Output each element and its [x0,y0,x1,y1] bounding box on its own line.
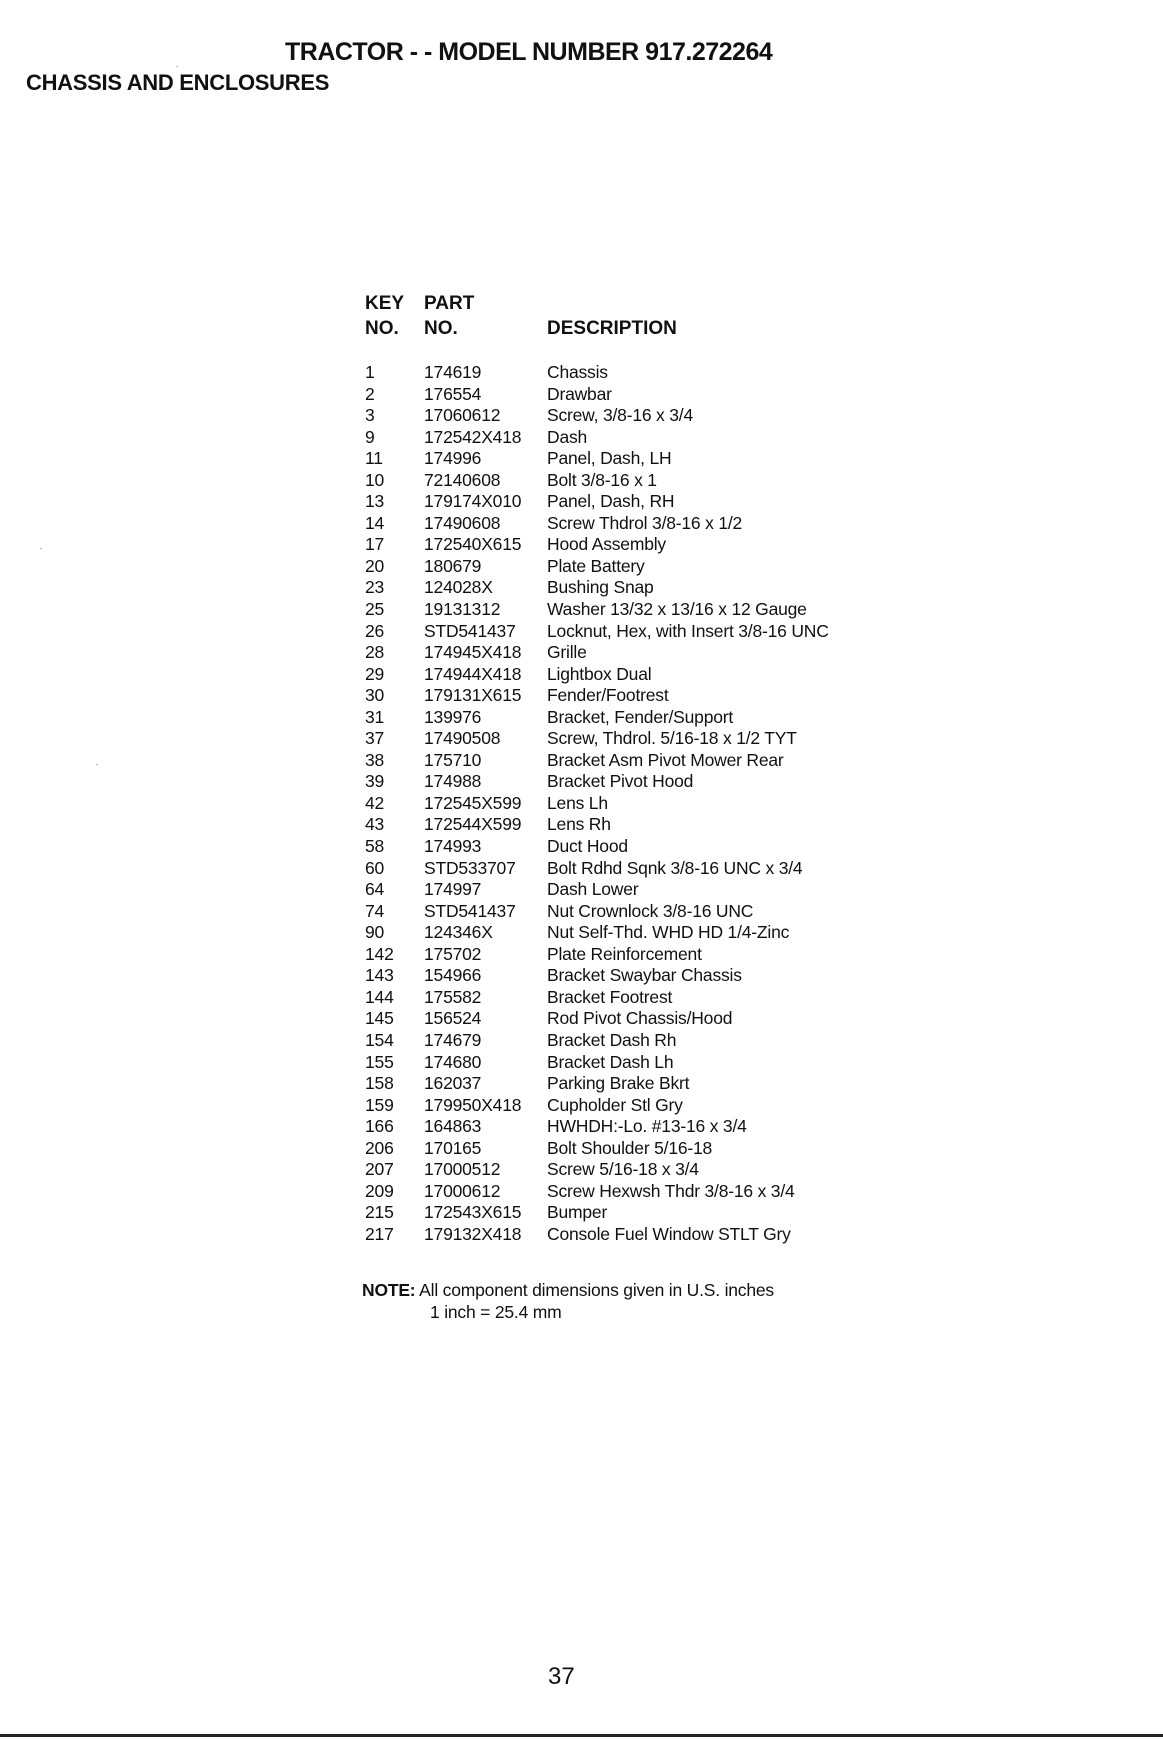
part-number-cell: 174945X418 [424,642,522,663]
description-cell: Cupholder Stl Gry [547,1094,683,1115]
description-cell: Grille [547,642,587,663]
description-cell: Panel, Dash, LH [547,448,672,469]
part-number-cell: 172545X599 [424,792,522,813]
table-row [365,448,925,470]
key-cell: 42 [365,792,385,813]
table-row [365,750,925,772]
table-row [365,1116,925,1138]
table-row [365,405,925,427]
bottom-rule [0,1734,1163,1737]
description-cell: Bolt Shoulder 5/16-18 [547,1137,713,1158]
section-title: CHASSIS AND ENCLOSURES [26,70,330,95]
part-number-cell: 154966 [424,965,482,986]
key-header-line1: KEY [365,293,405,314]
key-cell: 144 [365,986,394,1007]
note-conversion: 1 inch = 25.4 mm [430,1302,562,1322]
description-cell: Hood Assembly [547,534,666,555]
description-cell: Lens Rh [547,814,611,835]
table-row [365,534,925,556]
key-cell: 23 [365,577,385,598]
key-cell: 17 [365,534,385,555]
table-row [365,922,925,944]
part-number-cell: 174679 [424,1029,482,1050]
scan-speck [96,764,98,765]
table-row [365,1073,925,1095]
note-text: All component dimensions given in U.S. inches [419,1280,774,1300]
description-cell: Bumper [547,1202,608,1223]
table-row [365,707,925,729]
description-cell: Screw 5/16-18 x 3/4 [547,1159,699,1180]
description-cell: Screw Thdrol 3/8-16 x 1/2 [547,512,743,533]
key-cell: 20 [365,555,385,576]
table-row [365,771,925,793]
key-cell: 207 [365,1159,394,1180]
part-header-line2: NO. [424,318,458,339]
key-cell: 155 [365,1051,394,1072]
part-number-cell: 174680 [424,1051,482,1072]
part-number-cell: 156524 [424,1008,482,1029]
key-cell: 25 [365,599,385,620]
description-cell: Bushing Snap [547,577,654,598]
key-cell: 10 [365,469,385,490]
parts-table-header [365,293,925,343]
note [362,1280,774,1322]
key-cell: 166 [365,1116,394,1137]
part-number-cell: 175582 [424,986,482,1007]
part-number-cell: 179174X010 [424,491,522,512]
key-cell: 11 [365,448,383,469]
page-title: TRACTOR - - MODEL NUMBER 917.272264 [285,38,773,66]
description-cell: Plate Reinforcement [547,943,702,964]
key-cell: 28 [365,642,385,663]
table-row [365,1052,925,1074]
description-cell: Rod Pivot Chassis/Hood [547,1008,733,1029]
key-cell: 90 [365,922,385,943]
part-number-cell: 179131X615 [424,685,522,706]
description-cell: Chassis [547,362,608,382]
description-cell: Bracket Swaybar Chassis [547,965,742,986]
table-row [365,728,925,750]
part-number-cell: 174993 [424,836,482,857]
key-cell: 39 [365,771,385,792]
key-cell: 58 [365,836,385,857]
part-number-cell: STD541437 [424,900,516,921]
key-cell: 9 [365,426,375,447]
table-row [365,858,925,880]
part-number-cell: 174619 [424,362,482,382]
key-cell: 206 [365,1137,394,1158]
part-number-cell: 172543X615 [424,1202,522,1223]
description-cell: Bracket Pivot Hood [547,771,694,792]
table-row [365,1008,925,1030]
description-cell: Locknut, Hex, with Insert 3/8-16 UNC [547,620,829,641]
description-cell: Nut Self-Thd. WHD HD 1/4-Zinc [547,922,790,943]
part-number-cell: 124346X [424,922,493,943]
part-number-cell: 174988 [424,771,482,792]
table-row [365,1030,925,1052]
key-cell: 143 [365,965,394,986]
table-row [365,814,925,836]
part-number-cell: 176554 [424,383,482,404]
parts-table-body [365,362,925,1245]
table-row [365,513,925,535]
key-cell: 26 [365,620,385,641]
description-cell: Screw, Thdrol. 5/16-18 x 1/2 TYT [547,728,797,749]
part-header-line1: PART [424,293,475,314]
table-row [365,879,925,901]
key-cell: 145 [365,1008,394,1029]
table-row [365,1095,925,1117]
table-row [365,427,925,449]
key-header-line2: NO. [365,318,399,339]
part-number-cell: 17060612 [424,405,501,426]
part-number-cell: 162037 [424,1073,482,1094]
part-number-cell: 17000512 [424,1159,501,1180]
description-header: DESCRIPTION [547,318,677,339]
table-row [365,362,925,384]
description-cell: Dash Lower [547,879,639,900]
key-cell: 37 [365,728,385,749]
part-number-cell: STD533707 [424,857,516,878]
part-number-cell: 179950X418 [424,1094,522,1115]
table-row [365,1181,925,1203]
part-number-cell: 19131312 [424,599,501,620]
table-row [365,577,925,599]
part-number-cell: 174944X418 [424,663,522,684]
part-number-cell: 139976 [424,706,482,727]
description-cell: Screw Hexwsh Thdr 3/8-16 x 3/4 [547,1180,795,1201]
description-cell: Lens Lh [547,792,608,813]
part-number-cell: 174996 [424,448,482,469]
table-row [365,384,925,406]
table-row [365,965,925,987]
part-number-cell: 17490508 [424,728,501,749]
table-row [365,1224,925,1246]
description-cell: Bracket Asm Pivot Mower Rear [547,749,784,770]
part-number-cell: 175710 [424,749,482,770]
description-cell: Nut Crownlock 3/8-16 UNC [547,900,754,921]
key-cell: 29 [365,663,385,684]
description-cell: Bracket Dash Rh [547,1029,677,1050]
table-row [365,987,925,1009]
key-cell: 74 [365,900,385,921]
key-cell: 14 [365,512,385,533]
description-cell: Panel, Dash, RH [547,491,675,512]
table-row [365,556,925,578]
table-row [365,1159,925,1181]
description-cell: Bolt 3/8-16 x 1 [547,469,657,490]
part-number-cell: 180679 [424,555,482,576]
key-cell: 30 [365,685,385,706]
table-row [365,901,925,923]
description-cell: Fender/Footrest [547,685,669,706]
table-row [365,1138,925,1160]
part-number-cell: 17490608 [424,512,501,533]
key-cell: 142 [365,943,394,964]
key-cell: 209 [365,1180,394,1201]
part-number-cell: 170165 [424,1137,482,1158]
key-cell: 43 [365,814,385,835]
part-number-cell: 172540X615 [424,534,522,555]
table-row [365,599,925,621]
description-cell: Bolt Rdhd Sqnk 3/8-16 UNC x 3/4 [547,857,803,878]
table-row [365,621,925,643]
table-row [365,685,925,707]
scan-speck [176,66,178,67]
table-row [365,470,925,492]
description-cell: Bracket Footrest [547,986,673,1007]
description-cell: Screw, 3/8-16 x 3/4 [547,405,694,426]
description-cell: HWHDH:-Lo. #13-16 x 3/4 [547,1116,747,1137]
table-row [365,642,925,664]
table-row [365,664,925,686]
key-cell: 154 [365,1029,394,1050]
key-cell: 64 [365,879,385,900]
table-row [365,944,925,966]
part-number-cell: 179132X418 [424,1223,522,1244]
key-cell: 217 [365,1223,394,1244]
description-cell: Bracket, Fender/Support [547,706,734,727]
table-row [365,793,925,815]
description-cell: Bracket Dash Lh [547,1051,674,1072]
part-number-cell: 175702 [424,943,482,964]
key-cell: 31 [365,706,385,727]
key-cell: 38 [365,749,385,770]
scan-speck [40,548,42,549]
key-cell: 159 [365,1094,394,1115]
key-cell: 215 [365,1202,394,1223]
key-cell: 2 [365,383,375,404]
note-label: NOTE: [362,1280,416,1300]
description-cell: Dash [547,426,588,447]
description-cell: Lightbox Dual [547,663,652,684]
key-cell: 1 [365,362,375,382]
description-cell: Duct Hood [547,836,628,857]
table-row [365,491,925,513]
table-row [365,836,925,858]
table-row [365,1202,925,1224]
description-cell: Parking Brake Bkrt [547,1073,690,1094]
part-number-cell: 17000612 [424,1180,501,1201]
part-number-cell: 172544X599 [424,814,522,835]
part-number-cell: 72140608 [424,469,501,490]
key-cell: 158 [365,1073,394,1094]
part-number-cell: 174997 [424,879,482,900]
key-cell: 13 [365,491,385,512]
part-number-cell: 164863 [424,1116,482,1137]
part-number-cell: 124028X [424,577,493,598]
page-number: 37 [548,1663,575,1690]
key-cell: 60 [365,857,385,878]
part-number-cell: 172542X418 [424,426,522,447]
description-cell: Console Fuel Window STLT Gry [547,1223,791,1244]
key-cell: 3 [365,405,375,426]
description-cell: Drawbar [547,383,612,404]
description-cell: Washer 13/32 x 13/16 x 12 Gauge [547,599,807,620]
part-number-cell: STD541437 [424,620,516,641]
description-cell: Plate Battery [547,555,645,576]
